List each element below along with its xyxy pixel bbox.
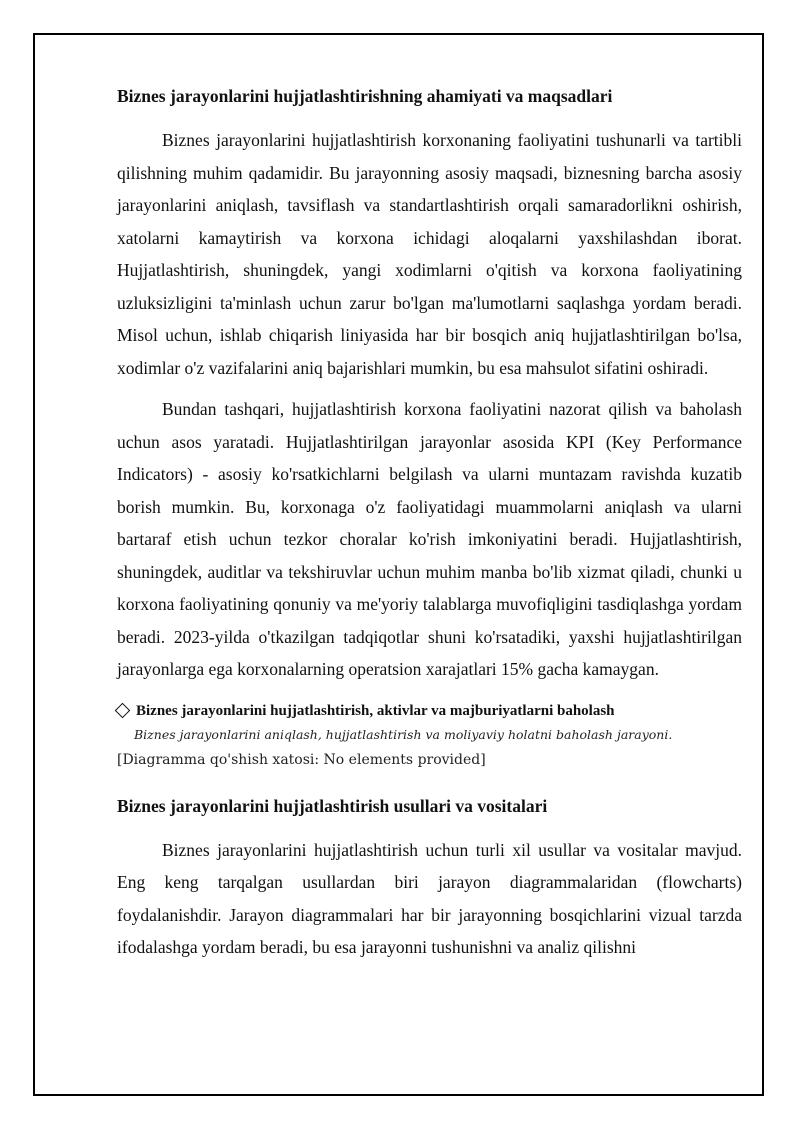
document-body <box>117 84 742 964</box>
body-paragraph: Biznes jarayonlarini hujjatlashtirish korxonaning faoliyatini tushunarli va tartibli qilishning muhim qadamidir. Bu jarayonning asosiy maqsadi, biznesning barcha asosiy jarayonlarini aniqlash, tavsiflash va standartlashtirish orqali samaradorlikni oshirish, xatolarni kamaytirish va korxona ichidagi aloqalarni yaxshilashdan iborat. Hujjatlashtirish, shuningdek, yangi xodimlarni o'qitish va korxona faoliyatining uzluksizligini ta'minlash uchun zarur bo'lgan ma'lumotlarni saqlashga yordam beradi. Misol uchun, ishlab chiqarish liniyasida har bir bosqich aniq hujjatlashtirilgan bo'lsa, xodimlar o'z vazifalarini aniq bajarishlari mumkin, bu esa mahsulot sifatini oshiradi. <box>117 130 742 378</box>
section-heading: Biznes jarayonlarini hujjatlashtirish usullari va vositalari <box>117 795 548 816</box>
section-heading: Biznes jarayonlarini hujjatlashtirishning ahamiyati va maqsadlari <box>117 86 613 106</box>
diamond-icon <box>115 703 131 719</box>
body-paragraph: Biznes jarayonlarini hujjatlashtirish uchun turli xil usullar va vositalar mavjud. Eng keng tarqalgan usullardan biri jarayon diagrammalaridan (flowcharts) foydalanishdir. Jarayon diagrammalari har bir jarayonning bosqichlarini vizual tarzda ifodalashga yordam beradi, bu esa jarayonni tushunishni va analiz qilishni <box>117 839 742 957</box>
diagram-title-text: Biznes jarayonlarini hujjatlashtirish, aktivlar va majburiyatlarni baholash <box>136 702 615 719</box>
diagram-error-message: [Diagramma qo'shish xatosi: No elements provided] <box>117 751 486 768</box>
body-paragraph: Bundan tashqari, hujjatlashtirish korxona faoliyatini nazorat qilish va baholash uchun asos yaratadi. Hujjatlashtirilgan jarayonlar asosida KPI (Key Performance Indicators) - asosiy ko'rsatkichlarni belgilash va ularni muntazam ravishda kuzatib borish mumkin. Bu, korxonaga o'z faoliyatidagi muammolarni aniqlash va ularni bartaraf etish uchun tezkor choralar ko'rish imkoniyatini beradi. Hujjatlashtirish, shuningdek, auditlar va tekshiruvlar uchun muhim manba bo'lib xizmat qiladi, chunki u korxona faoliyatining qonuniy va me'yoriy talablarga muvofiqligini tasdiqlashga yordam beradi. 2023-yilda o'tkazilgan tadqiqotlar shuni ko'rsatadiki, yaxshi hujjatlashtirilgan jarayonlarga ega korxonalarning operatsion xarajatlari 15% gacha kamaygan. <box>117 399 742 679</box>
diagram-caption: Biznes jarayonlarini aniqlash, hujjatlashtirish va moliyaviy holatni baholash jarayoni. <box>134 726 673 742</box>
diagram-title <box>114 700 742 722</box>
